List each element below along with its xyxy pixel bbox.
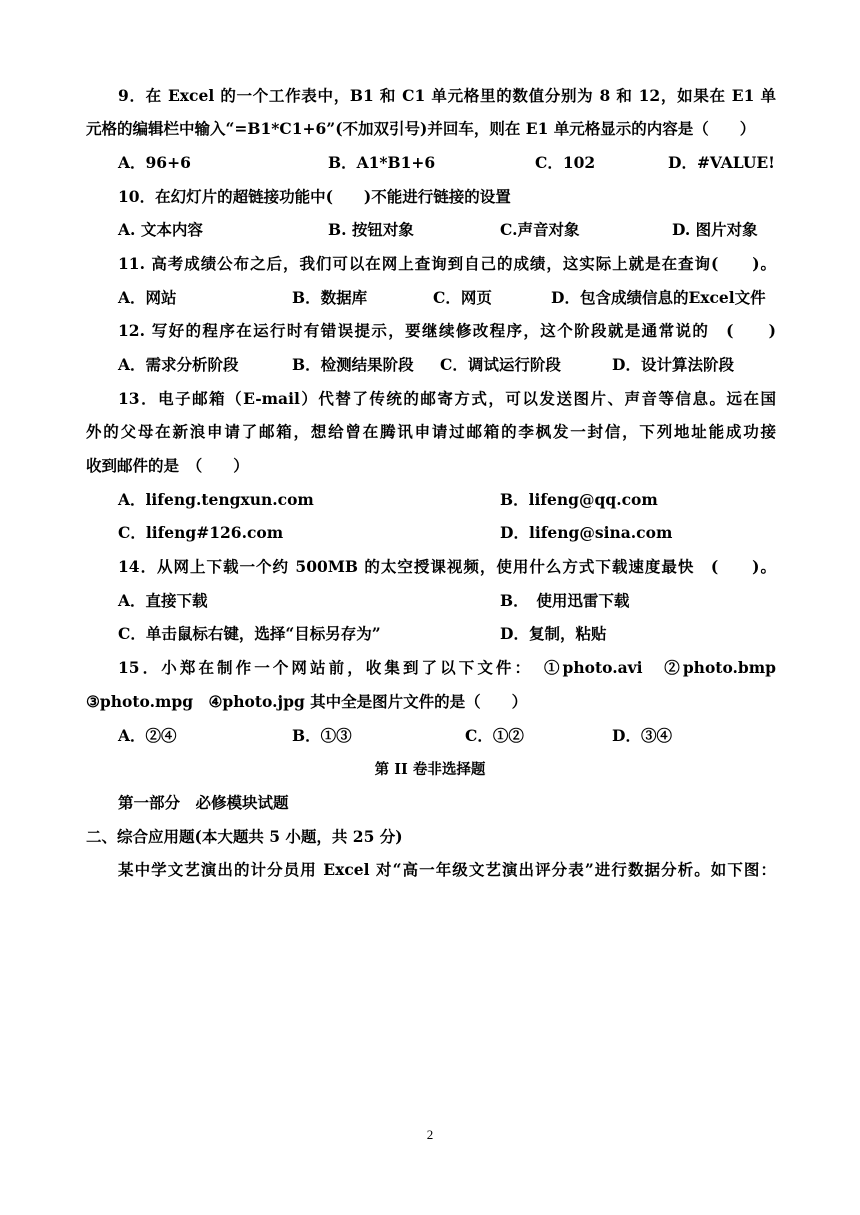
q11-option-c: C．网页 [433,288,492,307]
q10-stem: 10．在幻灯片的超链接功能中( )不能进行链接的设置 [118,187,511,206]
q15-option-d: D．③④ [612,726,672,745]
section-intro: 某中学文艺演出的计分员用 Excel 对“高一年级文艺演出评分表”进行数据分析。如下图： [118,860,776,879]
q11-option-b: B．数据库 [292,288,368,307]
q13-stem-line2: 外的父母在新浪申请了邮箱，想给曾在腾讯申请过邮箱的李枫发一封信，下列地址能成功接 [86,422,776,441]
q9-option-a: A．96+6 [118,153,191,172]
q15-stem-line1: 15．小郑在制作一个网站前，收集到了以下文件： ①photo.avi ②photo.bmp [118,658,776,677]
q13-stem-line3: 收到邮件的是 （ ） [86,456,249,475]
q10-option-c: C.声音对象 [500,220,580,239]
q13-option-c: C．lifeng#126.com [118,523,284,542]
q10-option-d: D. 图片对象 [672,220,758,239]
q12-stem: 12. 写好的程序在运行时有错误提示，要继续修改程序，这个阶段就是通常说的 ( ) [118,321,776,340]
q14-option-b: B． 使用迅雷下载 [500,591,630,610]
q15-stem-line2: ③photo.mpg ④photo.jpg 其中全是图片文件的是（ ） [86,692,528,711]
q14-option-d: D．复制，粘贴 [500,624,607,643]
q12-option-c: C．调试运行阶段 [440,355,561,374]
q10-option-b: B. 按钮对象 [328,220,414,239]
q9-option-d: D．#VALUE! [668,153,775,172]
q9-option-c: C．102 [535,153,596,172]
q12-option-a: A．需求分析阶段 [118,355,239,374]
q14-stem: 14．从网上下载一个约 500MB 的太空授课视频，使用什么方式下载速度最快 ( )。 [118,557,776,576]
page-number: 2 [426,1127,434,1142]
question-group-heading: 二、综合应用题(本大题共 5 小题，共 25 分) [86,827,403,846]
q11-option-d: D．包含成绩信息的Excel文件 [551,288,766,307]
q9-option-b: B．A1*B1+6 [328,153,436,172]
section-title: 第 II 卷非选择题 [374,761,486,778]
part-heading: 第一部分 必修模块试题 [118,793,289,812]
q11-stem: 11. 高考成绩公布之后，我们可以在网上查询到自己的成绩，这实际上就是在查询( )。 [118,254,776,273]
q9-stem-line2: 元格的编辑栏中输入“=B1*C1+6”(不加双引号)并回车，则在 E1 单元格显示的内容是（ ） [86,119,756,138]
q12-option-b: B．检测结果阶段 [292,355,414,374]
q13-option-a: A．lifeng.tengxun.com [118,490,314,509]
q14-option-a: A．直接下载 [118,591,208,610]
q15-option-b: B．①③ [292,726,352,745]
q13-option-b: B．lifeng@qq.com [500,490,658,509]
q11-option-a: A．网站 [118,288,177,307]
q14-option-c: C．单击鼠标右键，选择“目标另存为” [118,624,381,643]
q13-option-d: D．lifeng@sina.com [500,523,673,542]
q9-stem-line1: 9．在 Excel 的一个工作表中，B1 和 C1 单元格里的数值分别为 8 和 12，如果在 E1 单 [118,86,776,105]
q10-option-a: A. 文本内容 [118,220,203,239]
q15-option-a: A．②④ [118,726,177,745]
q12-option-d: D．设计算法阶段 [612,355,734,374]
q15-option-c: C．①② [465,726,524,745]
q13-stem-line1: 13．电子邮箱（E-mail）代替了传统的邮寄方式，可以发送图片、声音等信息。远在国 [118,389,776,408]
